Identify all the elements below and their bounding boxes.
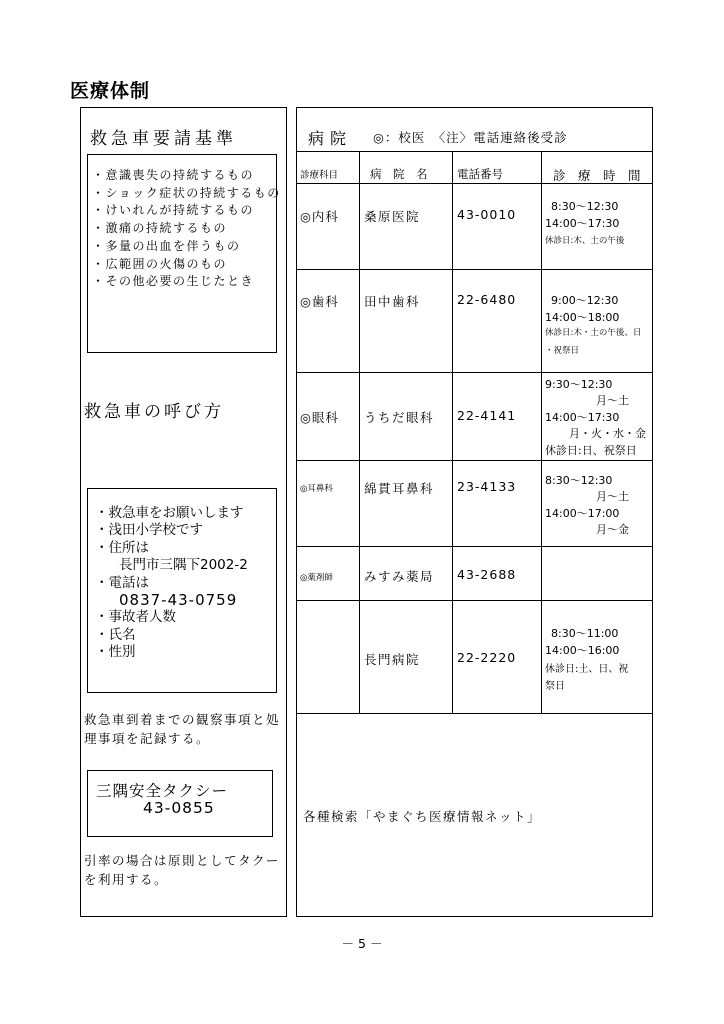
criteria-title: 救急車要請基準	[90, 129, 237, 149]
hospital-name: うちだ眼科	[364, 410, 435, 425]
hours-line: 8:30～12:30	[551, 200, 619, 213]
criteria-box	[87, 154, 281, 353]
call-script-box	[87, 488, 277, 693]
closed-days: 休診日:土、日、祝	[545, 664, 629, 675]
hospital-name: 桑原医院	[364, 209, 421, 224]
call-title: 救急車の呼び方	[84, 402, 224, 422]
criteria-item: ・多量の出血を伴うもの	[92, 238, 241, 253]
closed-days: ・祝祭日	[545, 346, 580, 356]
criteria-item: ・激痛の持続するもの	[92, 221, 228, 236]
phone-cell: 22-2220	[457, 650, 517, 665]
dept-cell: ◎薬剤師	[300, 573, 333, 583]
phone-cell: 43-2688	[457, 567, 517, 582]
call-line: ・性別	[95, 644, 136, 661]
taxi-phone: 43-0855	[143, 799, 215, 817]
hours-days: 月～土	[596, 490, 629, 503]
hours-line: 14:00～18:00	[545, 311, 620, 324]
criteria-item: ・その他必要の生じたとき	[92, 274, 255, 289]
hours-line: 9:00～12:30	[551, 294, 619, 307]
col-header-name: 病 院 名	[370, 167, 428, 181]
hours-days: 月～土	[596, 394, 629, 407]
closed-days: 休診日:木、土の午後	[545, 236, 625, 246]
hours-line: 9:30～12:30	[545, 378, 613, 391]
hours-line: 14:00～17:30	[545, 411, 620, 424]
observation-note: 救急車到着までの観察事項と処理事項を記録する。	[84, 712, 281, 746]
table-col-rule	[359, 151, 360, 713]
closed-days: 祭日	[545, 681, 565, 692]
dept-cell: ◎耳鼻科	[300, 484, 333, 494]
call-line: ・住所は	[95, 539, 149, 556]
phone-cell: 22-6480	[457, 292, 517, 307]
criteria-item: ・広範囲の火傷のもの	[92, 256, 228, 271]
table-rule	[296, 151, 653, 152]
hospital-header: 病院	[308, 129, 353, 148]
hours-line: 14:00～17:00	[545, 507, 620, 520]
hours-line: 8:30～12:30	[545, 474, 613, 487]
taxi-name: 三隅安全タクシー	[96, 782, 229, 800]
hours-line: 8:30～11:00	[551, 627, 619, 640]
table-rule	[296, 713, 653, 714]
dept-cell: ◎眼科	[300, 410, 339, 425]
call-line: ・氏名	[95, 626, 136, 643]
table-rule	[296, 460, 653, 461]
call-line: ・救急車をお願いします	[95, 505, 244, 521]
hospital-name: みすみ薬局	[364, 569, 435, 584]
call-line: ・浅田小学校です	[95, 522, 203, 539]
call-line: ・電話は	[95, 574, 149, 591]
phone-cell: 43-0010	[457, 207, 517, 222]
hours-line: 14:00～16:00	[545, 644, 620, 657]
table-col-rule	[452, 151, 453, 713]
table-rule	[296, 546, 653, 547]
table-rule	[296, 269, 653, 270]
hospital-name: 田中歯科	[364, 294, 421, 309]
school-phone: 0837-43-0759	[119, 591, 238, 610]
table-rule	[296, 600, 653, 601]
page-number: － 5 －	[341, 936, 383, 951]
call-line: ・事故者人数	[95, 609, 176, 626]
col-header-hours: 診 療 時 間	[553, 168, 641, 183]
table-rule	[296, 372, 653, 373]
dept-cell: ◎歯科	[300, 294, 339, 309]
search-note: 各種検索「やまぐち医療情報ネット」	[303, 809, 542, 824]
hours-days: 月・火・水・金	[569, 427, 646, 440]
criteria-item: ・ショック症状の持続するもの	[92, 185, 281, 200]
closed-days: 休診日:日、祝祭日	[545, 444, 637, 457]
criteria-item: ・意識喪失の持続するもの	[92, 168, 255, 182]
school-address: 長門市三隅下2002-2	[119, 557, 248, 574]
hours-line: 14:00～17:30	[545, 217, 620, 230]
page-title: 医療体制	[70, 80, 151, 102]
phone-cell: 23-4133	[457, 479, 517, 494]
escort-note: 引率の場合は原則としてタクーを利用する。	[84, 853, 281, 887]
col-header-phone: 電話番号	[457, 167, 503, 181]
hours-days: 月～金	[596, 523, 629, 536]
hospital-note: ◎：校医 〈注〉電話連絡後受診	[373, 130, 568, 145]
hospital-name: 綿貫耳鼻科	[364, 481, 435, 496]
table-col-rule	[541, 151, 542, 713]
closed-days: 休診日:木・土の午後、日	[545, 328, 642, 338]
criteria-item: ・けいれんが持続するもの	[92, 203, 255, 218]
col-header-dept: 診療科目	[300, 170, 339, 181]
dept-cell: ◎内科	[300, 209, 339, 224]
phone-cell: 22-4141	[457, 408, 517, 423]
hospital-name: 長門病院	[364, 652, 421, 667]
